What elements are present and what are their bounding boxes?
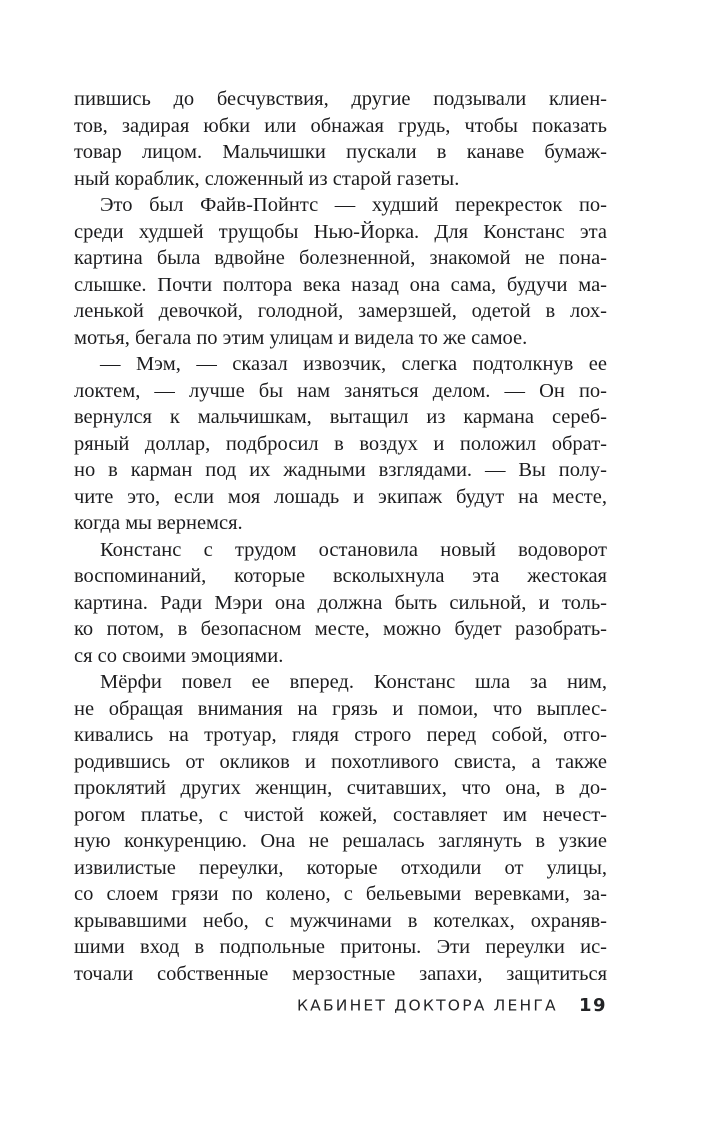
text-line: проклятий других женщин, считавших, что она, в до- <box>74 777 607 799</box>
text-line: Мёрфи повел ее вперед. Констанс шла за ним, <box>100 671 607 693</box>
text-line: ный кораблик, сложенный из старой газеты. <box>74 167 460 190</box>
page-number: 19 <box>578 995 607 1016</box>
page-footer <box>74 995 607 1016</box>
text-line: рогом платье, с чистой кожей, составляет им нечест- <box>74 803 607 826</box>
text-line: ную конкуренцию. Она не решалась заглянуть в узкие <box>74 830 607 852</box>
text-line: слышке. Почти полтора века назад она сама, будучи ма- <box>74 273 607 296</box>
text-line: крывавшими небо, с мужчинами в котелках, охраняв- <box>74 909 607 932</box>
text-line: пившись до бесчувствия, другие подзывали клиен- <box>74 88 607 110</box>
text-line: но в карман под их жадными взглядами. — Вы полу- <box>74 459 607 481</box>
text-line: не обращая внимания на грязь и помои, что выплес- <box>74 697 607 720</box>
text-line: Констанс с трудом остановила новый водоворот <box>100 538 607 561</box>
text-line: Это был Файв-Пойнтс — худший перекресток по- <box>100 194 607 216</box>
text-line: воспоминаний, которые всколыхнула эта жестокая <box>74 565 607 587</box>
running-title: КАБИНЕТ ДОКТОРА ЛЕНГА <box>296 996 558 1015</box>
text-line: товар лицом. Мальчишки пускали в канаве бумаж- <box>74 141 607 163</box>
text-line: чите это, если моя лошадь и экипаж будут на месте, <box>74 485 607 508</box>
text-line: извилистые переулки, которые отходили от улицы, <box>74 856 607 879</box>
text-line: вернулся к мальчишкам, вытащил из кармана сереб- <box>74 406 607 428</box>
text-line: тов, задирая юбки или обнажая грудь, чтобы показать <box>74 114 607 137</box>
text-line: когда мы вернемся. <box>74 512 243 534</box>
text-line: картина. Ради Мэри она должна быть сильной, и толь- <box>74 591 607 614</box>
text-line: со слоем грязи по колено, с бельевыми веревками, за- <box>74 883 607 905</box>
text-line: мотья, бегала по этим улицам и видела то же самое. <box>74 326 528 349</box>
text-line: ко потом, в безопасном месте, можно будет разобрать- <box>74 618 607 640</box>
text-line: ся со своими эмоциями. <box>74 644 284 667</box>
text-line: шими вход в подпольные притоны. Эти переулки ис- <box>74 936 607 958</box>
text-line: ряный доллар, подбросил в воздух и положил обрат- <box>74 432 607 455</box>
text-block <box>74 86 607 987</box>
text-line: ленькой девочкой, голодной, замерзшей, одетой в лох- <box>74 300 607 322</box>
text-line: локтем, — лучше бы нам заняться делом. — Он по- <box>74 379 607 402</box>
text-line: картина была вдвойне болезненной, знакомой не пона- <box>74 247 607 269</box>
text-line: кивались на тротуар, глядя строго перед собой, отго- <box>74 724 607 746</box>
text-line: точали собственные мерзостные запахи, защититься <box>74 962 607 985</box>
text-line: среди худшей трущобы Нью-Йорка. Для Констанс эта <box>74 220 607 243</box>
text-line: — Мэм, — сказал извозчик, слегка подтолкнув ее <box>100 353 607 375</box>
text-line: родившись от окликов и похотливого свиста, а также <box>74 750 607 773</box>
